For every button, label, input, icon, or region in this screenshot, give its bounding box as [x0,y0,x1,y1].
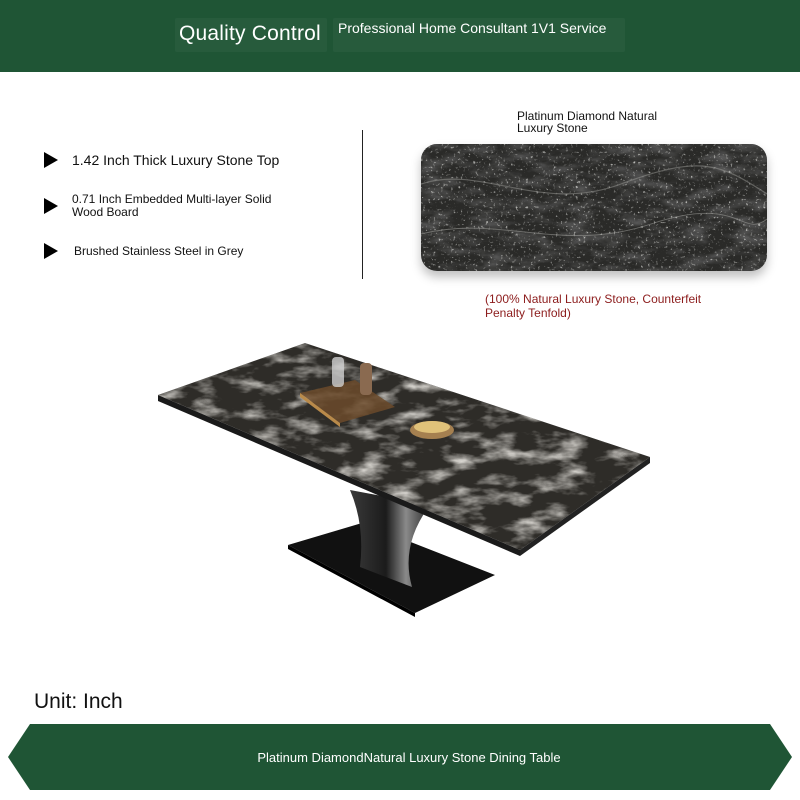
header-bar [0,0,800,72]
feature-item-steel [44,243,243,259]
play-triangle-icon [44,198,58,214]
service-subtitle: Professional Home Consultant 1V1 Service [338,20,607,36]
feature-label: 1.42 Inch Thick Luxury Stone Top [72,151,280,168]
feature-label: 0.71 Inch Embedded Multi-layer Solid Wood Board [72,192,272,219]
feature-item-stone-top [44,152,279,168]
unit-label: Unit: Inch [34,690,123,713]
vertical-divider [362,130,363,279]
feature-item-wood-board [44,193,289,219]
page-title: Quality Control [179,22,321,45]
dining-table-image [150,335,660,620]
product-name: Platinum DiamondNatural Luxury Stone Dining Table [257,750,561,765]
play-triangle-icon [44,152,58,168]
feature-label: Brushed Stainless Steel in Grey [74,243,244,258]
play-triangle-icon [44,243,58,259]
stone-swatch-image [421,144,767,271]
stone-label: Platinum Diamond Natural Luxury Stone [517,109,658,135]
authenticity-note: (100% Natural Luxury Stone, Counterfeit Penalty Tenfold) [485,292,702,320]
